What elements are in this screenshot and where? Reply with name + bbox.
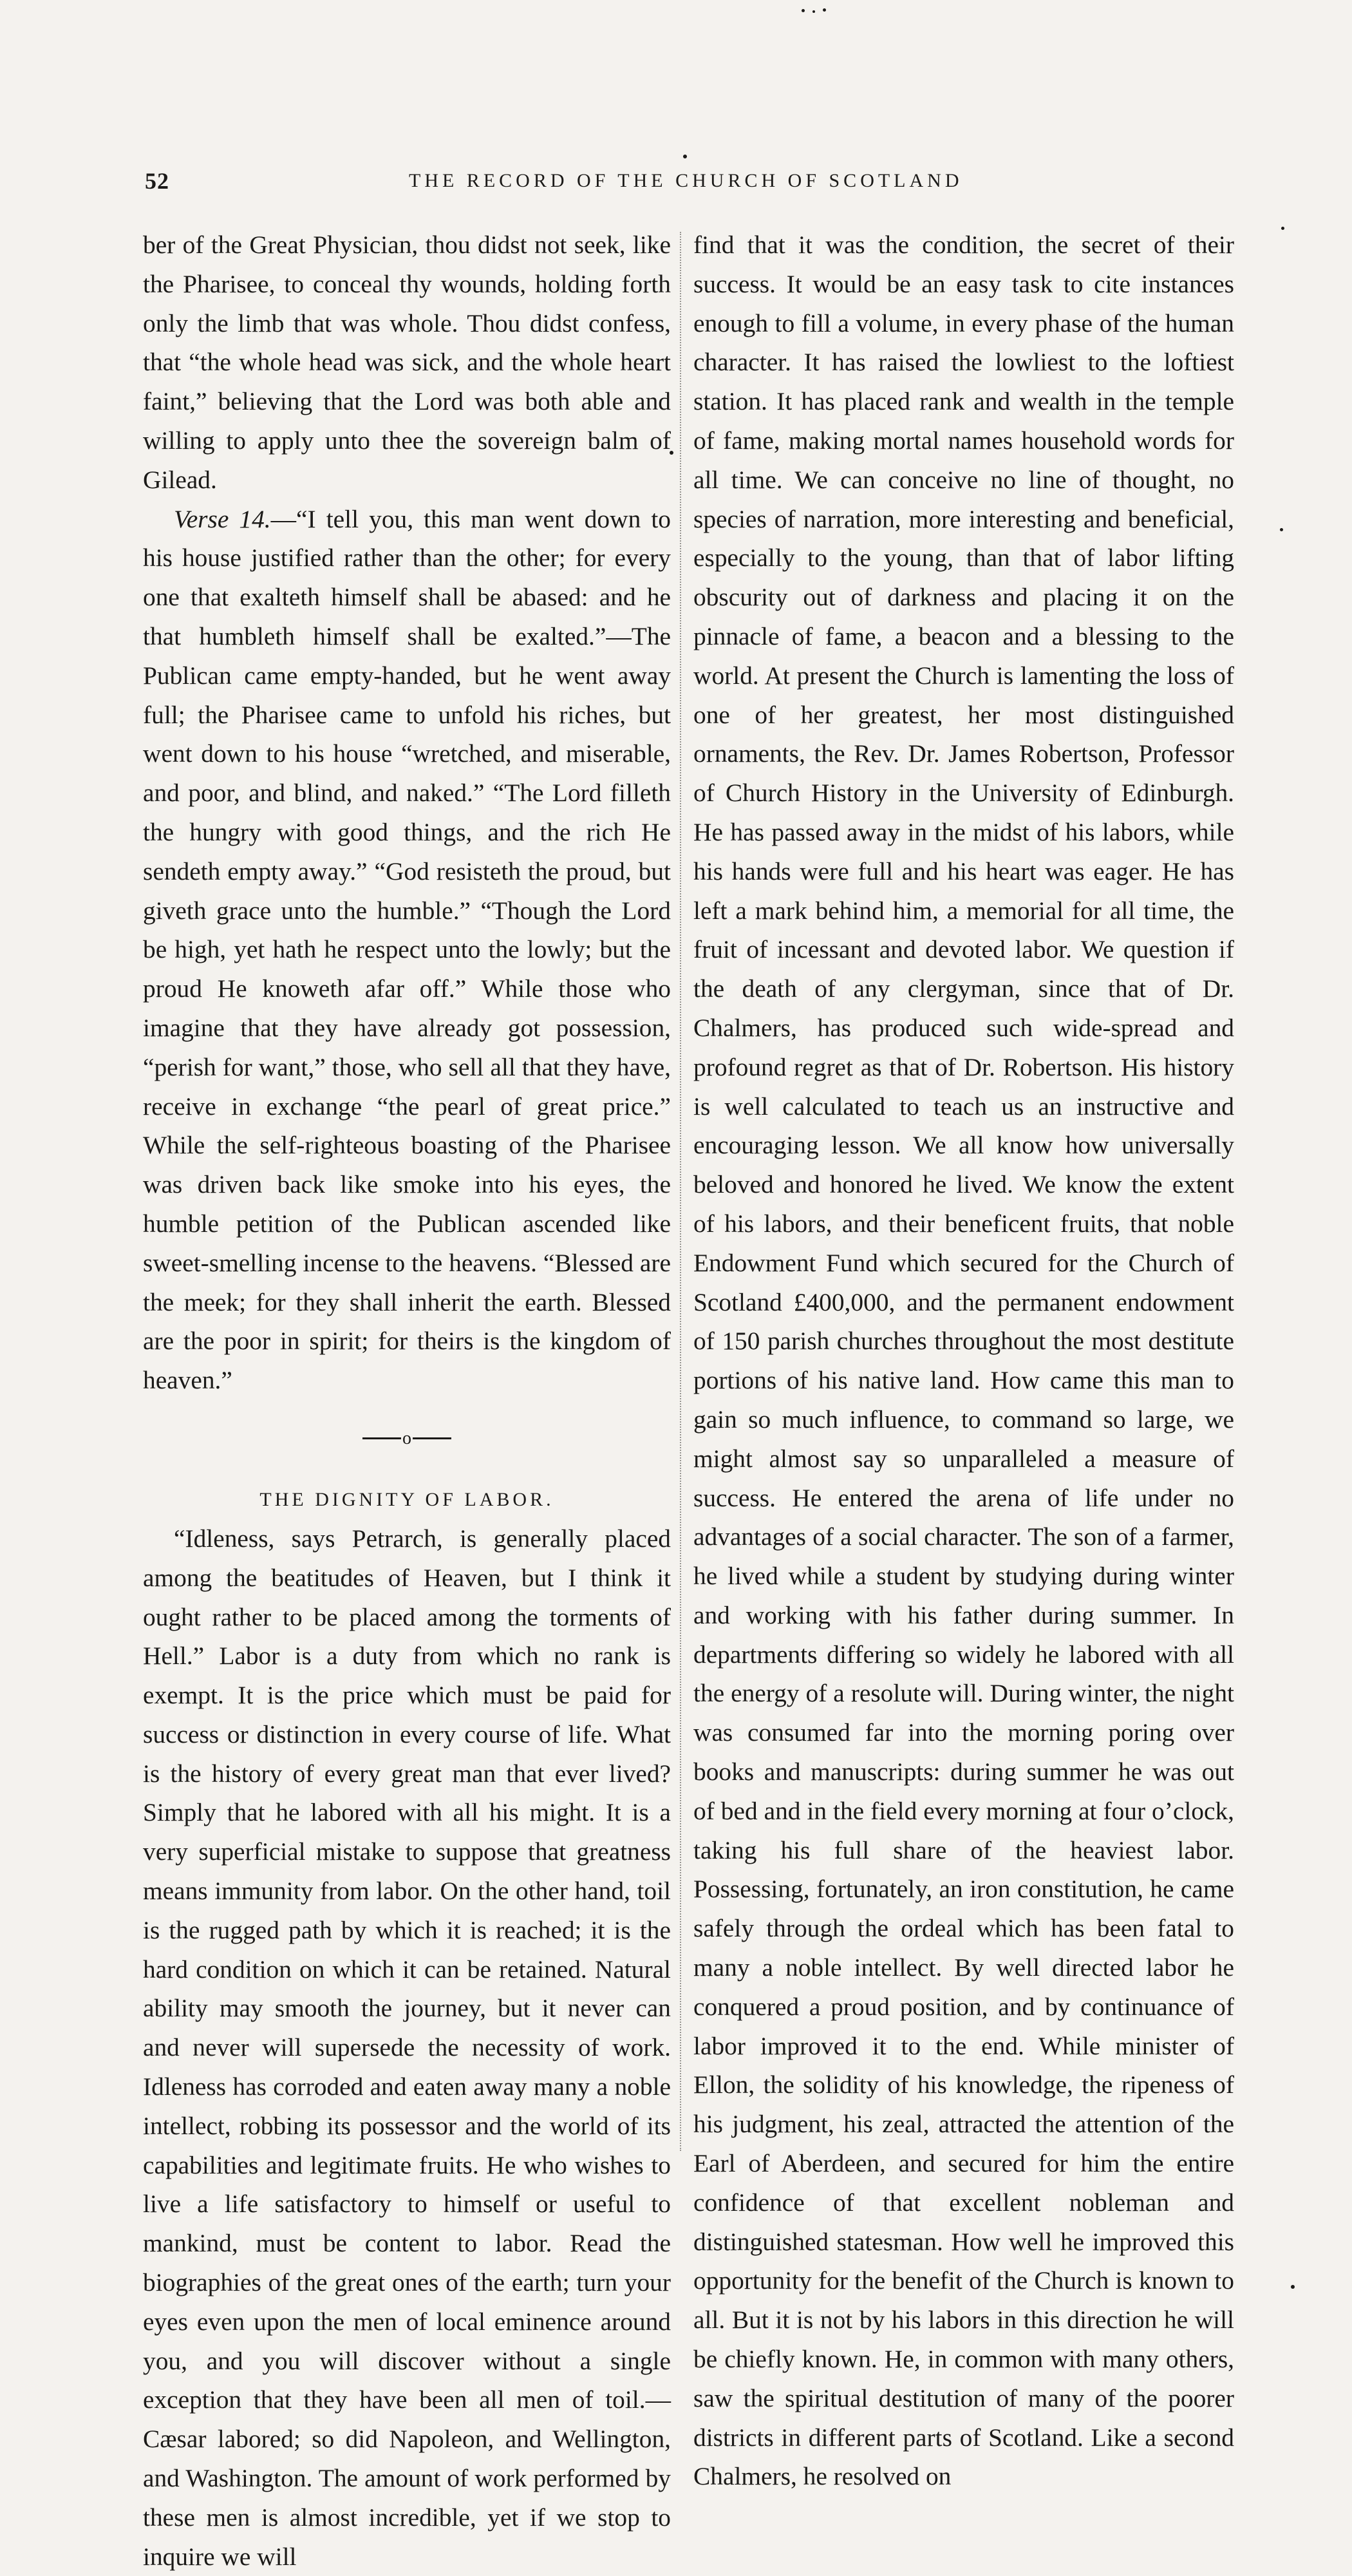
left-paragraph-2 bbox=[143, 500, 671, 1400]
left-column bbox=[143, 225, 671, 2576]
left-paragraph-1: ber of the Great Physician, thou didst not seek, like the Pharisee, to conceal thy wounds, holding forth only the limb that was whole. Thou didst confess, that “the whole head was sick, and the whole heart faint,” believing that the Lord was both able and willing to apply unto thee the sovereign balm of Gilead. bbox=[143, 231, 671, 494]
running-title: THE RECORD OF THE CHURCH OF SCOTLAND bbox=[409, 170, 963, 191]
page-number: 52 bbox=[145, 168, 169, 194]
ornament-mark: o bbox=[402, 1428, 411, 1448]
column-divider bbox=[680, 232, 681, 2151]
right-column bbox=[693, 225, 1234, 2496]
ornament-rule bbox=[143, 1423, 671, 1452]
section-divider bbox=[143, 1400, 671, 1481]
right-paragraph-1: find that it was the condition, the secret of their success. It would be an easy task to cite instances enough to fill a volume, in every phase of the human character. It has raised the lowliest to the loftiest station. It has placed rank and wealth in the temple of fame, making mortal names household words for all time. We can conceive no line of thought, no species of narration, more interesting and beneficial, especially to the young, than that of labor lifting obscurity out of darkness and placing it on the pinnacle of fame, a beacon and a blessing to the world. At present the Church is lamenting the loss of one of her greatest, her most distinguished ornaments, the Rev. Dr. James Robertson, Professor of Church History in the University of Edinburgh. He has passed away in the midst of his labors, while his hands were full and his heart was eager. He has left a mark behind him, a memorial for all time, the fruit of incessant and devoted labor. We question if the death of any clergyman, since that of Dr. Chalmers, has produced such wide-spread and profound regret as that of Dr. Robertson. His history is well calculated to teach us an instructive and encouraging lesson. We all know how universally beloved and honored he lived. We know the extent of his labors, and their beneficent fruits, that noble Endowment Fund which secured for the Church of Scotland £400,000, and the permanent endowment of 150 parish churches throughout the most destitute portions of his native land. How came this man to gain so much influence, to command so large, we might almost say so unparalleled a measure of success. He entered the arena of life under no advantages of a social character. The son of a farmer, he lived while a student by studying during winter and working with his father during summer. In departments differing so widely he labored with all the energy of a resolute will. During winter, the night was consumed far into the morning poring over books and manuscripts: during summer he was out of bed and in the field every morning at four o’clock, taking his full share of the heaviest labor. Possessing, fortunately, an iron constitution, he came safely through the ordeal which has been fatal to many a noble intellect. By well directed labor he conquered a proud position, and by continuance of labor improved it to the end. While minister of Ellon, the solidity of his knowledge, the ripeness of his judgment, his zeal, attracted the attention of the Earl of Aberdeen, and secured for him the entire confidence of that excellent nobleman and distinguished statesman. How well he improved this opportunity for the benefit of the Church is known to all. But it is not by his labors in this direction he will be chiefly known. He, in common with many others, saw the spiritual destitution of many of the poorer districts in different parts of Scotland. Like a second Chalmers, he resolved on bbox=[693, 231, 1234, 2491]
verse-commentary: —“I tell you, this man went down to his house justified rather than the other; for every one that exalteth himself shall be abased: and he that humbleth himself shall be exalted.”—The Publican came empty-handed, but he went away full; the Pharisee came to unfold his riches, but went down to his house “wretched, and miserable, and poor, and blind, and naked.” “The Lord filleth the hungry with good things, and the rich He sendeth empty away.” “God resisteth the proud, but giveth grace unto the humble.” “Though the Lord be high, yet hath he respect unto the lowly; but the proud He knoweth afar off.” While those who imagine that they have already got possession, “perish for want,” those, who sell all that they have, receive in exchange “the pearl of great price.” While the self-righteous boasting of the Pharisee was driven back like smoke into his eyes, the humble petition of the Publican ascended like sweet-smelling incense to the heavens. “Blessed are the meek; for they shall inherit the earth. Blessed are the poor in spirit; for theirs is the kingdom of heaven.” bbox=[143, 504, 671, 1395]
section-heading: THE DIGNITY OF LABOR. bbox=[259, 1488, 554, 1510]
verse-reference: Verse 14. bbox=[174, 504, 271, 533]
page-header bbox=[145, 167, 1265, 206]
left-paragraph-3: “Idleness, says Petrarch, is generally placed among the beatitudes of Heaven, but I think it ought rather to be placed among the torments of Hell.” Labor is a duty from which no rank is exempt. It is the price which must be paid for success or distinction in every course of life. What is the history of every great man that ever lived? Simply that he labored with all his might. It is a very superficial mistake to suppose that greatness means immunity from labor. On the other hand, toil is the rugged path by which it is reached; it is the hard condition on which it can be retained. Natural ability may smooth the journey, but it never can and never will supersede the necessity of work. Idleness has corroded and eaten away many a noble intellect, robbing its possessor and the world of its capabilities and legitimate fruits. He who wishes to live a life satisfactory to himself or useful to mankind, must be content to labor. Read the biographies of the great ones of the earth; turn your eyes even upon the men of local eminence around you, and you will discover without a single exception that they have been all men of toil.—Cæsar labored; so did Napoleon, and Wellington, and Washington. The amount of work performed by these men is almost incredible, yet if we stop to inquire we will bbox=[143, 1524, 671, 2571]
